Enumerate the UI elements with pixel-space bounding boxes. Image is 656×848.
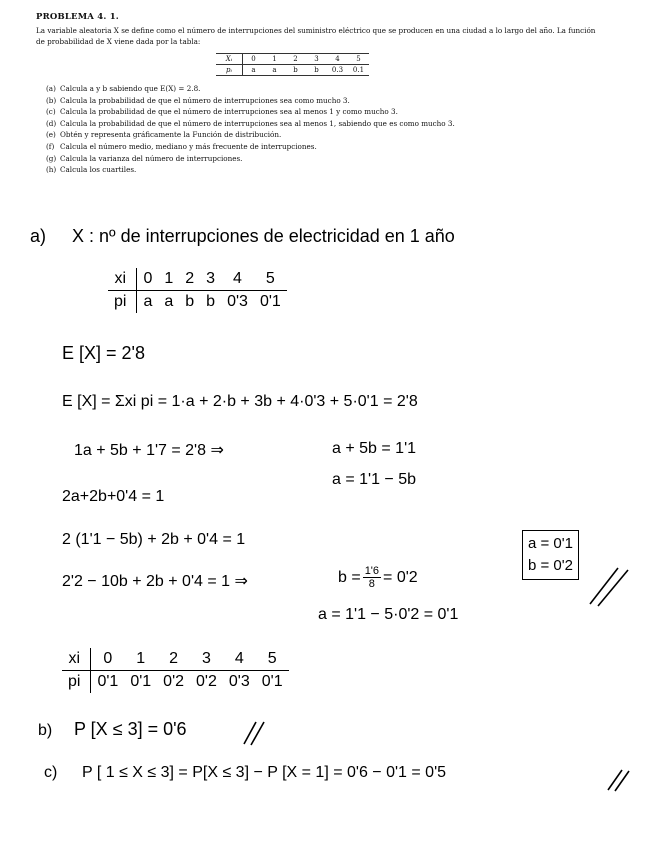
question-text: Calcula la probabilidad de que el número de interrupciones sea al menos 1, sabiendo que es como mucho 3. (60, 118, 455, 128)
table-cell: 0'1 (261, 673, 283, 690)
table-cell: 1 (124, 648, 157, 671)
part-c-label: c) (44, 764, 58, 781)
solution-table-2 (62, 648, 289, 693)
boxed-result (522, 530, 579, 580)
table-cell: 0'1 (97, 673, 119, 690)
table-cell: b (314, 66, 319, 74)
table-cell: 3 (200, 268, 221, 291)
equation-simplified: 1a + 5b + 1'7 = 2'8 ⇒ (74, 442, 224, 459)
equation-a-solved: a = 1'1 − 5b (332, 471, 417, 488)
probability-table (216, 53, 369, 76)
table-cell: 3 (306, 54, 327, 65)
table-cell: 0'3 (227, 293, 248, 310)
equation-substitution: 2 (1'1 − 5b) + 2b + 0'4 = 1 (62, 531, 246, 548)
expectation-expansion: E [X] = Σxi pi = 1·a + 2·b + 3b + 4·0'3 + 5·0'1 = 2'8 (62, 393, 418, 410)
table-cell: 0'2 (163, 673, 185, 690)
b-solution-prefix: b = (338, 568, 361, 586)
fraction-numerator: 1'6 (364, 565, 380, 577)
table-cell: 0 (137, 268, 158, 291)
double-slash-mark (584, 560, 634, 610)
part-a-label: a) (30, 226, 47, 246)
table-cell: 0'2 (196, 673, 217, 690)
question-text: Calcula los cuartiles. (60, 165, 137, 175)
question-label: (f) (46, 141, 55, 151)
table-row (108, 291, 287, 314)
slash-stroke (251, 722, 264, 745)
slash-stroke (608, 770, 622, 790)
table-row (62, 671, 289, 694)
table-cell: b (185, 293, 195, 310)
table-cell: 0'1 (130, 673, 152, 690)
equation-a-plus-5b: a + 5b = 1'1 (332, 440, 417, 457)
table-row (108, 268, 287, 291)
table-cell: 0 (91, 648, 124, 671)
question-label: (c) (46, 107, 56, 117)
problem-title: PROBLEMA 4. 1. (36, 12, 119, 22)
part-c-answer: P [ 1 ≤ X ≤ 3] = P[X ≤ 3] − P [X = 1] = 0'6 − 0'1 = 0'5 (82, 764, 447, 781)
table-cell: 2 (285, 54, 306, 65)
variable-definition: X : nº de interrupciones de electricidad en 1 año (72, 226, 455, 246)
table-cell: 0 (243, 54, 265, 65)
question-label: (d) (46, 118, 57, 128)
table-cell: pᵢ (216, 65, 243, 76)
table-cell: 1 (264, 54, 285, 65)
table-row (62, 648, 289, 671)
table-row (216, 65, 369, 76)
part-b-answer: P [X ≤ 3] = 0'6 (74, 719, 187, 739)
table-cell: 0'3 (228, 673, 250, 690)
boxed-a: a = 0'1 (528, 535, 573, 552)
list-item (46, 118, 455, 130)
list-item (46, 153, 455, 165)
table-row (216, 54, 369, 65)
list-item (46, 106, 455, 118)
problem-intro: La variable aleatoria X se define como el número de interrupciones del suministro eléctrico que se producen en una ciudad a lo largo del año. La función de probabilidad de X viene dada por la tabla: (36, 26, 596, 46)
table-cell: 0.3 (331, 66, 344, 74)
solution-table-1 (108, 268, 287, 313)
question-label: (b) (46, 95, 57, 105)
question-text: Calcula a y b sabiendo que E(X) = 2.8. (60, 84, 201, 93)
fraction-denominator: 8 (368, 578, 375, 590)
list-item (46, 95, 455, 107)
question-text: Obtén y representa gráficamente la Función de distribución. (60, 130, 282, 140)
question-label: (h) (46, 165, 57, 175)
table-cell: xi (62, 648, 91, 671)
a-solution: a = 1'1 − 5·0'2 = 0'1 (318, 606, 459, 623)
question-text: Calcula la probabilidad de que el número de interrupciones sea al menos 1 y como mucho 3. (60, 107, 398, 117)
question-text: Calcula la probabilidad de que el número de interrupciones sea como mucho 3. (60, 95, 350, 105)
question-label: (e) (46, 130, 56, 140)
table-cell: 0.1 (352, 66, 365, 74)
question-label: (g) (46, 153, 57, 163)
list-item (46, 141, 455, 153)
table-cell: 2 (179, 268, 200, 291)
table-cell: b (206, 293, 216, 310)
b-solution-result: = 0'2 (383, 568, 418, 586)
list-item (46, 129, 455, 141)
table-cell: pi (108, 291, 137, 314)
table-cell: 5 (254, 268, 287, 291)
question-text: Calcula el número medio, mediano y más frecuente de interrupciones. (60, 141, 317, 151)
slash-stroke (615, 771, 629, 791)
list-item (46, 83, 455, 95)
table-cell: 0'1 (259, 293, 281, 310)
table-cell: 4 (223, 648, 256, 671)
table-cell: 5 (348, 54, 369, 65)
table-cell: 1 (158, 268, 179, 291)
table-cell: xi (108, 268, 137, 291)
equation-sum-probabilities: 2a+2b+0'4 = 1 (62, 488, 165, 505)
table-cell: b (293, 66, 298, 74)
list-item (46, 164, 455, 176)
table-cell: a (251, 66, 256, 74)
expectation-given: E [X] = 2'8 (62, 343, 145, 363)
equation-expanded: 2'2 − 10b + 2b + 0'4 = 1 ⇒ (62, 573, 248, 590)
table-cell: 5 (256, 648, 289, 671)
table-cell: 4 (221, 268, 254, 291)
table-cell: a (143, 293, 153, 310)
double-slash-mark (240, 718, 270, 748)
double-slash-mark (604, 764, 634, 794)
table-cell: 4 (327, 54, 348, 65)
question-list (46, 83, 455, 176)
table-cell: a (272, 66, 277, 74)
b-fraction (363, 565, 381, 590)
table-cell: pi (62, 671, 91, 694)
table-cell: Xᵢ (216, 54, 243, 65)
question-text: Calcula la varianza del número de interrupciones. (60, 153, 243, 163)
table-cell: 2 (157, 648, 190, 671)
b-solution (338, 565, 418, 590)
table-cell: a (164, 293, 174, 310)
question-label: (a) (46, 84, 56, 93)
table-cell: 3 (190, 648, 223, 671)
boxed-b: b = 0'2 (528, 557, 573, 574)
part-b-label: b) (38, 722, 53, 739)
